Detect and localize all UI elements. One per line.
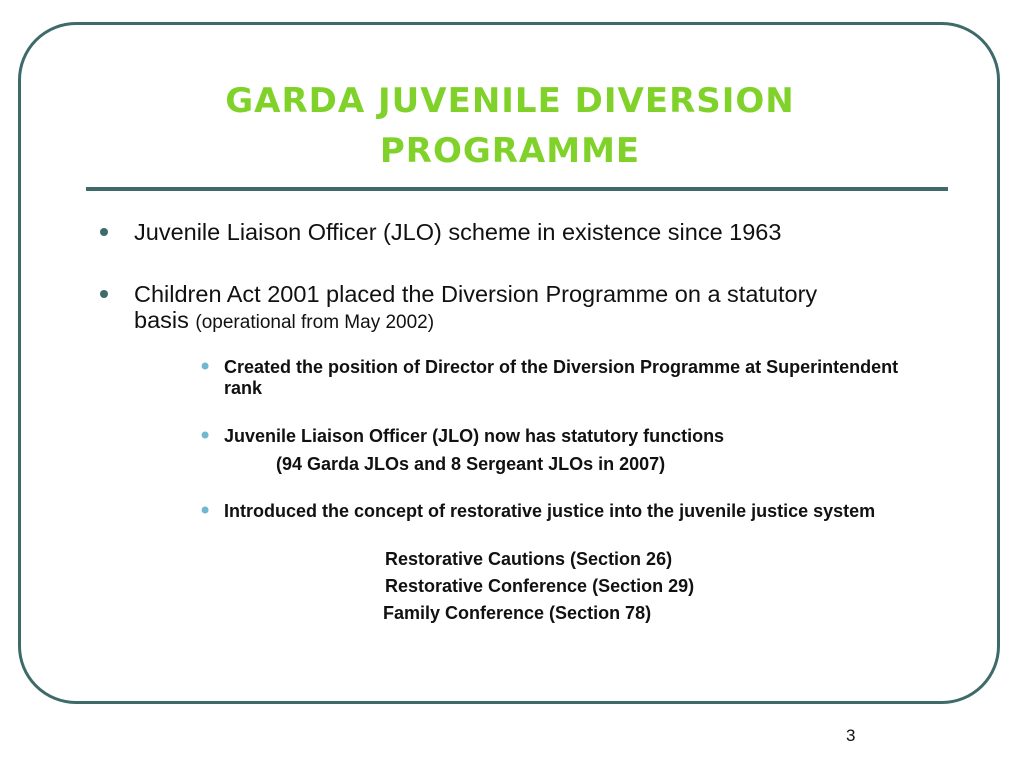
sub-bullet-director: Created the position of Director of the Diversion Programme at Superintendent rank <box>224 357 899 398</box>
bullet-children-act-note: (operational from May 2002) <box>195 312 435 333</box>
sub-bullet-dot-icon: • <box>198 422 213 450</box>
bullet-children-act <box>134 281 874 336</box>
restorative-item: Restorative Cautions (Section 26) <box>385 549 673 569</box>
bullet-dot-icon <box>100 290 108 298</box>
bullet-dot-icon <box>100 228 108 236</box>
restorative-item: Restorative Conference (Section 29) <box>385 576 695 596</box>
sub-bullet-jlo-functions: Juvenile Liaison Officer (JLO) now has statutory functions <box>224 426 725 446</box>
bullet-children-act-text: Children Act 2001 placed the Diversion Programme on a statutory basis <box>134 281 818 333</box>
page-number: 3 <box>846 726 856 745</box>
title-divider <box>86 187 948 191</box>
sub-bullet-jlo-counts: (94 Garda JLOs and 8 Sergeant JLOs in 2007) <box>276 454 666 474</box>
sub-bullet-restorative-justice: Introduced the concept of restorative justice into the juvenile justice system <box>224 501 876 521</box>
restorative-item: Family Conference (Section 78) <box>383 603 652 623</box>
sub-bullet-dot-icon: • <box>198 353 213 381</box>
sub-bullet-dot-icon: • <box>198 497 213 525</box>
bullet-jlo-scheme: Juvenile Liaison Officer (JLO) scheme in existence since 1963 <box>134 219 782 245</box>
slide-title: GARDA JUVENILE DIVERSION PROGRAMME <box>225 81 795 171</box>
